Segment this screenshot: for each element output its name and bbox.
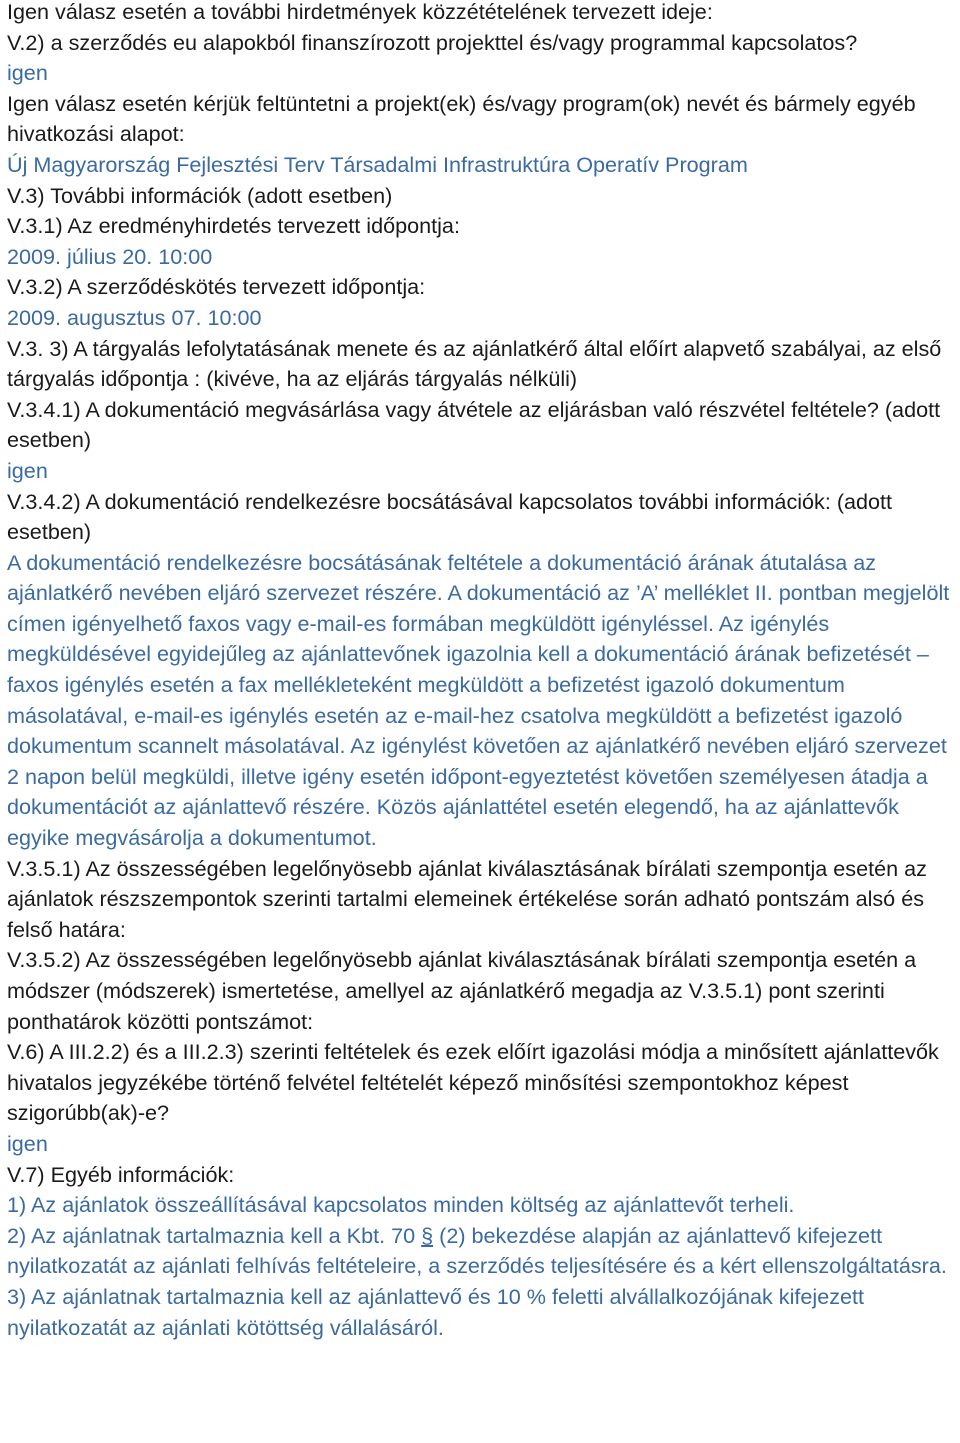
paragraph: Igen válasz esetén a további hirdetmények közzétételének tervezett ideje: <box>7 0 713 24</box>
section-heading: V.7) Egyéb információk: <box>7 1161 235 1187</box>
answer-value: A dokumentáció rendelkezésre bocsátásának feltétele a dokumentáció árának átutalása az ajánlatkérő nevében eljáró szervezet részére. A dokumentáció az ’A’ melléklet II. pontban megjelölt címen igényelhető faxos vagy e-mail-es formában megküldött igényléssel. Az igénylés megküldésével egyidejűleg az ajánlattevőnek igazolnia kell a dokumentáció árának befizetését – faxos igénylés esetén a fax mellékleteként megküldött a befizetést igazoló dokumentum másolatával, e-mail-es igénylés esetén az e-mail-hez csatolva megküldött a befizetést igazoló dokumentum scannelt másolatával. Az igénylést követően az ajánlatkérő nevében eljáró szervezet 2 napon belül megküldi, illetve igény esetén időpont-egyeztetést követően személyesen átadja a dokumentációt az ajánlattevő részére. Közös ajánlattétel esetén elegendő, ha az ajánlattevők egyike megvásárolja a dokumentumot. <box>7 549 950 851</box>
answer-value: Új Magyarország Fejlesztési Terv Társadalmi Infrastruktúra Operatív Program <box>7 151 748 177</box>
paragraph: V.3.5.1) Az összességében legelőnyösebb ajánlat kiválasztásának bírálati szempontja esetén az ajánlatok részszempontok szerinti tartalmi elemeinek értékelése során adható pontszám alsó és felső határa: <box>7 855 927 942</box>
section-heading: V.3) További információk (adott esetben) <box>7 182 393 208</box>
answer-value: 2009. július 20. 10:00 <box>7 243 213 269</box>
answer-value: 3) Az ajánlatnak tartalmaznia kell az ajánlattevő és 10 % feletti alvállalkozójának kifejezett nyilatkozatát az ajánlati kötöttség vállalásáról. <box>7 1283 865 1340</box>
answer-value: igen <box>7 457 48 483</box>
answer-value: 2009. augusztus 07. 10:00 <box>7 304 262 330</box>
paragraph: V.3.4.2) A dokumentáció rendelkezésre bocsátásával kapcsolatos további információk: (adott esetben) <box>7 488 893 545</box>
section-sign: § <box>421 1222 434 1248</box>
answer-value: 1) Az ajánlatok összeállításával kapcsolatos minden költség az ajánlattevőt terheli. <box>7 1192 795 1218</box>
paragraph: V.3.5.2) Az összességében legelőnyösebb ajánlat kiválasztásának bírálati szempontja esetén a módszer (módszerek) ismertetése, amellyel az ajánlatkérő megadja az V.3.5.1) pont szerinti ponthatárok közötti pontszámot: <box>7 947 917 1034</box>
answer-value: igen <box>7 60 48 86</box>
paragraph: V.2) a szerződés eu alapokból finanszírozott projekttel és/vagy programmal kapcsolatos? <box>7 29 858 55</box>
answer-value: 2) Az ajánlatnak tartalmaznia kell a Kbt. 70 § (2) bekezdése alapján az ajánlattevő kifejezett nyilatkozatát az ajánlati felhívás feltételeire, a szerződés teljesítésére és a kért ellenszolgáltatásra. <box>7 1222 947 1279</box>
paragraph: V.3.4.1) A dokumentáció megvásárlása vagy átvétele az eljárásban való részvétel feltétele? (adott esetben) <box>7 396 941 453</box>
paragraph: V.3. 3) A tárgyalás lefolytatásának menete és az ajánlatkérő által előírt alapvető szabályai, az első tárgyalás időpontja : (kivéve, ha az eljárás tárgyalás nélküli) <box>7 335 942 392</box>
paragraph: V.3.2) A szerződéskötés tervezett időpontja: <box>7 274 426 300</box>
paragraph: Igen válasz esetén kérjük feltüntetni a projekt(ek) és/vagy program(ok) nevét és bármely egyéb hivatkozási alapot: <box>7 90 916 147</box>
answer-value: igen <box>7 1130 48 1156</box>
paragraph: V.6) A III.2.2) és a III.2.3) szerinti feltételek és ezek előírt igazolási módja a minősített ajánlattevők hivatalos jegyzékébe történő felvétel feltételét képező minősítési szempontokhoz képest szigorúbb(ak)-e? <box>7 1039 939 1126</box>
paragraph: V.3.1) Az eredményhirdetés tervezett időpontja: <box>7 213 460 239</box>
